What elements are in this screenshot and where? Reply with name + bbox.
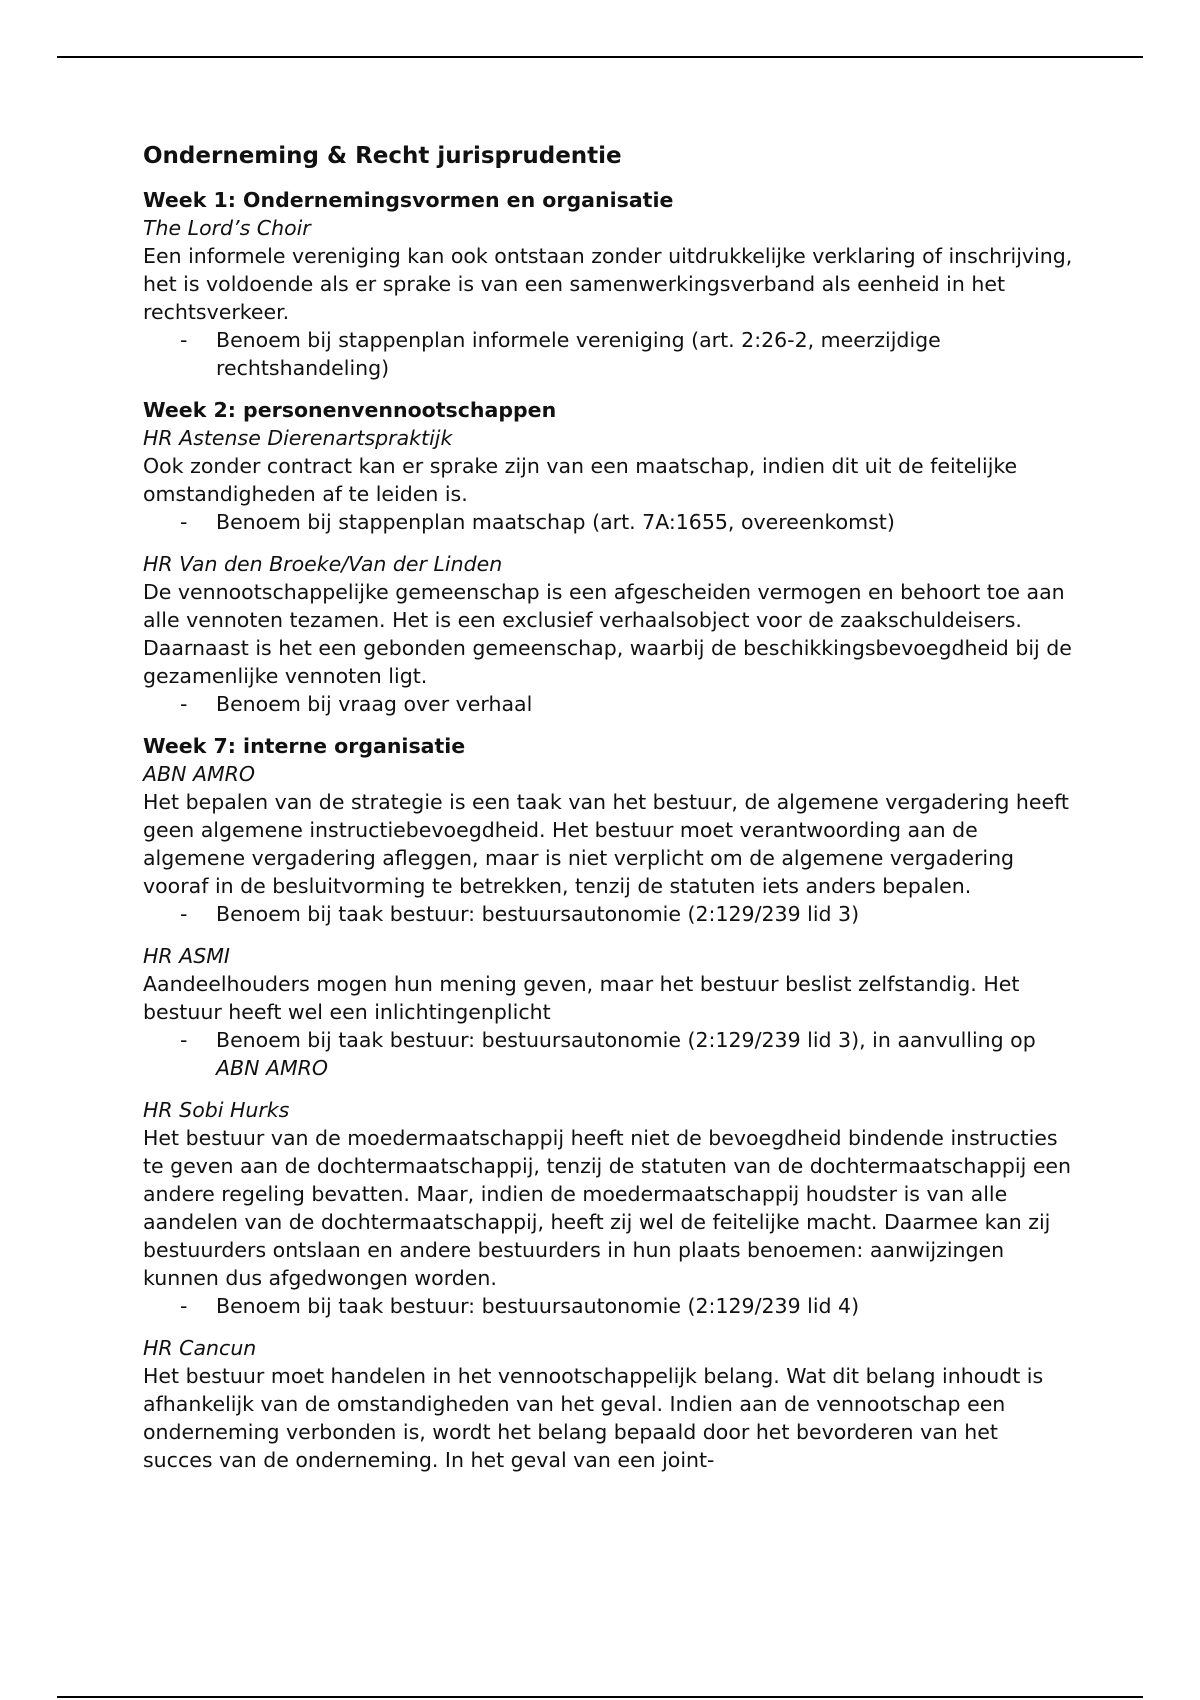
case-name: HR ASMI [143, 944, 230, 968]
case-summary: De vennootschappelijke gemeenschap is een afgescheiden vermogen en behoort toe aan alle vennoten tezamen. Het is een exclusief verhaalsobject voor de zaakschuldeisers. Daarnaast is het een gebonden gemeenschap, waarbij de beschikkingsbevoegdheid bij de gezamenlijke vennoten ligt. [143, 580, 1072, 688]
case-name: HR Astense Dierenartspraktijk [143, 426, 453, 450]
bullet-text: Benoem bij stappenplan informele vereniging (art. 2:26-2, meerzijdige rechtshandeling) [216, 328, 941, 380]
case-bullet [143, 1292, 1073, 1320]
case-summary: Het bestuur van de moedermaatschappij heeft niet de bevoegdheid bindende instructies te geven aan de dochtermaatschappij, tenzij de statuten van de dochtermaatschappij een andere regeling bevatten. Maar, indien de moedermaatschappij houdster is van alle aandelen van de dochtermaatschappij, heeft zij wel de feitelijke macht. Daarmee kan zij bestuurders ontslaan en andere bestuurders in hun plaats benoemen: aanwijzingen kunnen dus afgedwongen worden. [143, 1126, 1072, 1290]
case-summary: Het bepalen van de strategie is een taak van het bestuur, de algemene vergadering heeft geen algemene instructiebevoegdheid. Het bestuur moet verantwoording aan de algemene vergadering afleggen, maar is niet verplicht om de algemene vergadering vooraf in de besluitvorming te betrekken, tenzij de statuten iets anders bepalen. [143, 790, 1069, 898]
bullet-text: Benoem bij vraag over verhaal [216, 692, 533, 716]
case-summary: Het bestuur moet handelen in het vennootschappelijk belang. Wat dit belang inhoudt is afhankelijk van de omstandigheden van het geval. Indien aan de vennootschap een onderneming verbonden is, wordt het belang bepaald door het bevorderen van het succes van de onderneming. In het geval van een joint- [143, 1364, 1044, 1472]
document-body [143, 140, 1073, 1488]
case-bullet [143, 326, 1073, 382]
case-entry [143, 760, 1073, 928]
bullet-marker: - [180, 328, 188, 352]
bullet-marker: - [180, 692, 188, 716]
bullet-marker: - [180, 1294, 188, 1318]
case-summary: Een informele vereniging kan ook ontstaan zonder uitdrukkelijke verklaring of inschrijving, het is voldoende als er sprake is van een samenwerkingsverband als eenheid in het rechtsverkeer. [143, 244, 1073, 324]
case-name: The Lord’s Choir [143, 216, 311, 240]
case-bullet [143, 508, 1073, 536]
bullet-text: Benoem bij taak bestuur: bestuursautonomie (2:129/239 lid 3), in aanvulling op [216, 1028, 1036, 1052]
footer-rule [57, 1696, 1143, 1698]
section-week-1 [143, 186, 1073, 382]
case-entry [143, 1334, 1073, 1474]
case-name: HR Sobi Hurks [143, 1098, 290, 1122]
case-bullet [143, 1026, 1073, 1082]
bullet-text: Benoem bij taak bestuur: bestuursautonomie (2:129/239 lid 3) [216, 902, 860, 926]
bullet-text: Benoem bij stappenplan maatschap (art. 7A:1655, overeenkomst) [216, 510, 895, 534]
case-name: HR Van den Broeke/Van der Linden [143, 552, 503, 576]
case-bullet [143, 690, 1073, 718]
bullet-marker: - [180, 902, 188, 926]
section-heading: Week 1: Ondernemingsvormen en organisatie [143, 188, 674, 212]
document-title: Onderneming & Recht jurisprudentie [143, 143, 622, 169]
bullet-case-reference: ABN AMRO [216, 1056, 329, 1080]
section-week-7 [143, 732, 1073, 1474]
section-heading: Week 7: interne organisatie [143, 734, 466, 758]
bullet-text: Benoem bij taak bestuur: bestuursautonomie (2:129/239 lid 4) [216, 1294, 860, 1318]
case-entry [143, 1096, 1073, 1320]
case-entry [143, 550, 1073, 718]
case-entry [143, 942, 1073, 1082]
case-name: ABN AMRO [143, 762, 256, 786]
bullet-marker: - [180, 510, 188, 534]
header-rule [57, 56, 1143, 58]
case-summary: Ook zonder contract kan er sprake zijn van een maatschap, indien dit uit de feitelijke omstandigheden af te leiden is. [143, 454, 1018, 506]
case-bullet [143, 900, 1073, 928]
case-name: HR Cancun [143, 1336, 257, 1360]
case-summary: Aandeelhouders mogen hun mening geven, maar het bestuur beslist zelfstandig. Het bestuur heeft wel een inlichtingenplicht [143, 972, 1020, 1024]
bullet-marker: - [180, 1028, 188, 1052]
section-heading: Week 2: personenvennootschappen [143, 398, 557, 422]
section-week-2 [143, 396, 1073, 718]
case-entry [143, 424, 1073, 536]
case-entry [143, 214, 1073, 382]
